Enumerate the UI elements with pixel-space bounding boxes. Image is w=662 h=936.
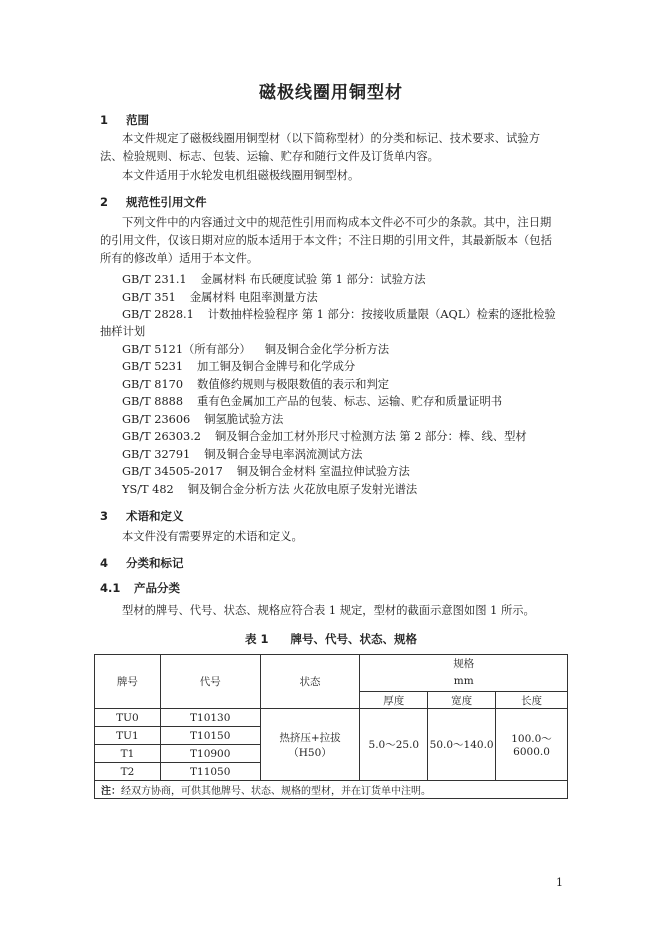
reference-text: 金属材料 布氏硬度试验 第 1 部分：试验方法 xyxy=(200,273,426,286)
header-spec xyxy=(360,655,568,692)
reference-code: GB/T 5231 xyxy=(122,360,184,373)
section-4-heading xyxy=(100,555,184,571)
header-spec-label: 规格 xyxy=(453,658,475,670)
section-2-intro: 下列文件中的内容通过文中的规范性引用而构成本文件必不可少的条款。其中，注日期的引用文件，仅该日期对应的版本适用于本文件；不注日期的引用文件，其最新版本（包括所有的修改单）适用于本文件。 xyxy=(100,216,552,265)
reference-text: 计数抽样检验程序 第 1 部分：按接收质量限（AQL）检索的逐批检验 xyxy=(207,308,556,321)
reference-code: GB/T 351 xyxy=(122,291,176,304)
table-1 xyxy=(94,654,568,799)
reference-text: 金属材料 电阻率测量方法 xyxy=(189,291,318,304)
reference-item xyxy=(122,271,426,287)
reference-code: GB/T 8170 xyxy=(122,378,184,391)
cell-width: 50.0～140.0 xyxy=(428,709,496,781)
table-note xyxy=(95,781,568,799)
reference-text: 铜及铜合金材料 室温拉伸试验方法 xyxy=(236,465,410,478)
reference-code: GB/T 34505-2017 xyxy=(122,465,223,478)
reference-text: 铜及铜合金导电率涡流测试方法 xyxy=(204,448,363,461)
section-number: 2 xyxy=(100,195,109,209)
reference-text: 铜及铜合金化学分析方法 xyxy=(264,343,390,356)
section-4-1-paragraph: 型材的牌号、代号、状态、规格应符合表 1 规定，型材的截面示意图如图 1 所示。 xyxy=(122,604,535,617)
section-title: 术语和定义 xyxy=(126,509,184,523)
header-width: 宽度 xyxy=(428,692,496,709)
section-1-paragraph-1: 本文件规定了磁极线圈用铜型材（以下简称型材）的分类和标记、技术要求、试验方法、检验规则、标志、包装、运输、贮存和随行文件及订货单内容。 xyxy=(100,132,540,163)
section-number: 4.1 xyxy=(100,581,121,595)
reference-code: GB/T 32791 xyxy=(122,448,191,461)
cell-code: T10900 xyxy=(160,745,260,763)
reference-text: 重有色金属加工产品的包装、标志、运输、贮存和质量证明书 xyxy=(197,395,503,408)
section-number: 3 xyxy=(100,509,109,523)
reference-code: GB/T 231.1 xyxy=(122,273,187,286)
cell-code: T10130 xyxy=(160,709,260,727)
reference-item xyxy=(122,411,283,427)
cell-grade: TU0 xyxy=(95,709,161,727)
reference-code: GB/T 26303.2 xyxy=(122,430,201,443)
header-code: 代号 xyxy=(160,655,260,709)
table-caption xyxy=(0,631,662,647)
cell-grade: TU1 xyxy=(95,727,161,745)
section-2-heading xyxy=(100,194,207,210)
header-spec-unit: mm xyxy=(453,675,474,687)
section-title: 规范性引用文件 xyxy=(126,195,207,209)
section-title: 产品分类 xyxy=(134,581,180,595)
reference-item xyxy=(122,463,410,479)
header-thickness: 厚度 xyxy=(360,692,428,709)
cell-grade: T2 xyxy=(95,763,161,781)
reference-text: 数值修约规则与极限数值的表示和判定 xyxy=(197,378,390,391)
reference-item xyxy=(122,376,389,392)
reference-item xyxy=(122,306,556,322)
reference-text: 铜及铜合金加工材外形尺寸检测方法 第 2 部分：棒、线、型材 xyxy=(214,430,527,443)
section-4-1-heading xyxy=(100,580,180,596)
section-3-heading xyxy=(100,508,184,524)
section-number: 4 xyxy=(100,556,109,570)
section-1-heading xyxy=(100,112,149,128)
section-1-paragraph-2: 本文件适用于水轮发电机组磁极线圈用铜型材。 xyxy=(122,169,360,182)
header-state: 状态 xyxy=(260,655,360,709)
header-length: 长度 xyxy=(496,692,568,709)
reference-item xyxy=(122,289,318,305)
section-title: 分类和标记 xyxy=(126,556,184,570)
reference-text: 加工铜及铜合金牌号和化学成分 xyxy=(197,360,356,373)
reference-code: GB/T 5121（所有部分） xyxy=(122,343,251,356)
reference-item xyxy=(122,446,362,462)
reference-item xyxy=(122,481,417,497)
cell-state: 热挤压+拉拔（H50） xyxy=(260,709,360,781)
cell-code: T10150 xyxy=(160,727,260,745)
reference-item xyxy=(122,393,502,409)
reference-code: GB/T 2828.1 xyxy=(122,308,194,321)
table-note-label: 注： xyxy=(101,786,121,797)
section-3-paragraph: 本文件没有需要界定的术语和定义。 xyxy=(122,530,303,543)
table-note-row xyxy=(95,781,568,799)
reference-code: YS/T 482 xyxy=(122,483,174,496)
reference-item xyxy=(122,341,389,357)
reference-item xyxy=(122,428,527,444)
section-title: 范围 xyxy=(126,113,149,127)
table-row xyxy=(95,709,568,727)
reference-text: 铜及铜合金分析方法 火花放电原子发射光谱法 xyxy=(187,483,418,496)
reference-text: 铜氢脆试验方法 xyxy=(204,413,284,426)
reference-continuation: 抽样计划 xyxy=(100,325,146,338)
table-note-text: 经双方协商，可供其他牌号、状态、规格的型材，并在订货单中注明。 xyxy=(121,786,431,797)
reference-item xyxy=(122,358,355,374)
header-grade: 牌号 xyxy=(95,655,161,709)
reference-code: GB/T 8888 xyxy=(122,395,184,408)
cell-grade: T1 xyxy=(95,745,161,763)
cell-thickness: 5.0～25.0 xyxy=(360,709,428,781)
table-caption-number: 表 1 xyxy=(244,632,269,646)
cell-length: 100.0～6000.0 xyxy=(496,709,568,781)
table-caption-title: 牌号、代号、状态、规格 xyxy=(290,632,417,646)
page-number: 1 xyxy=(556,876,563,889)
reference-code: GB/T 23606 xyxy=(122,413,191,426)
cell-code: T11050 xyxy=(160,763,260,781)
document-title: 磁极线圈用铜型材 xyxy=(259,83,403,103)
section-number: 1 xyxy=(100,113,109,127)
